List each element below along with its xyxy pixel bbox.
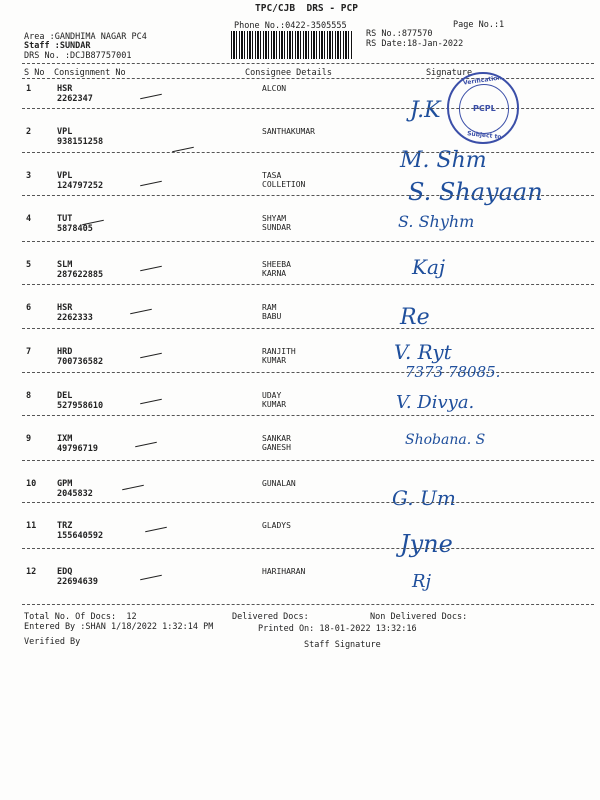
row-serial: 8 bbox=[26, 391, 32, 401]
stamp-center-text: PCPL bbox=[473, 104, 496, 113]
divider bbox=[22, 328, 594, 329]
row-consignment: GPM 2045832 bbox=[57, 479, 93, 499]
barcode bbox=[231, 31, 353, 59]
non-delivered-docs: Non Delivered Docs: bbox=[370, 612, 468, 622]
row-consignee: SHYAM SUNDAR bbox=[262, 214, 291, 232]
divider bbox=[22, 195, 594, 196]
check-mark bbox=[140, 181, 162, 187]
divider bbox=[22, 284, 594, 285]
row-consignee: SHEEBA KARNA bbox=[262, 260, 291, 278]
divider bbox=[22, 241, 594, 242]
row-serial: 2 bbox=[26, 127, 32, 137]
check-mark bbox=[140, 575, 162, 581]
row-consignee: RANJITH KUMAR bbox=[262, 347, 296, 365]
staff-label: Staff :SUNDAR bbox=[24, 41, 91, 51]
check-mark bbox=[140, 353, 162, 359]
row-consignment: IXM 49796719 bbox=[57, 434, 98, 454]
delivered-docs: Delivered Docs: bbox=[232, 612, 309, 622]
row-consignment: HRD 700736582 bbox=[57, 347, 104, 367]
check-mark bbox=[140, 94, 162, 100]
row-consignee: GUNALAN bbox=[262, 479, 296, 488]
handwritten-signature: S. Shayaan bbox=[408, 178, 543, 206]
rs-date: RS Date:18-Jan-2022 bbox=[366, 39, 464, 49]
printed-on: Printed On: 18-01-2022 13:32:16 bbox=[258, 624, 417, 634]
row-serial: 1 bbox=[26, 84, 32, 94]
row-serial: 5 bbox=[26, 260, 32, 270]
rs-number: RS No.:877570 bbox=[366, 29, 433, 39]
divider bbox=[22, 78, 594, 79]
row-consignee: SANTHAKUMAR bbox=[262, 127, 315, 136]
row-consignment: DEL 527958610 bbox=[57, 391, 104, 411]
verified-by: Verified By bbox=[24, 637, 81, 647]
check-mark bbox=[135, 442, 157, 448]
stamp-bottom-text: Subject to bbox=[466, 130, 502, 141]
row-serial: 10 bbox=[26, 479, 37, 489]
handwritten-signature: Shobana. S bbox=[405, 432, 486, 448]
row-consignee: SANKAR GANESH bbox=[262, 434, 291, 452]
check-mark bbox=[140, 399, 162, 405]
row-consignment: TRZ 155640592 bbox=[57, 521, 104, 541]
divider bbox=[22, 63, 594, 64]
row-serial: 3 bbox=[26, 171, 32, 181]
divider bbox=[22, 152, 594, 153]
row-serial: 6 bbox=[26, 303, 32, 313]
row-consignee: ALCON bbox=[262, 84, 287, 93]
divider bbox=[22, 415, 594, 416]
check-mark bbox=[122, 485, 144, 491]
row-consignment: HSR 2262333 bbox=[57, 303, 93, 323]
divider bbox=[22, 372, 594, 373]
handwritten-signature: V. Ryt bbox=[394, 340, 452, 364]
row-consignment: EDQ 22694639 bbox=[57, 567, 98, 587]
check-mark bbox=[130, 309, 152, 315]
row-consignment: VPL 938151258 bbox=[57, 127, 104, 147]
total-docs: Total No. Of Docs: 12 bbox=[24, 612, 137, 622]
divider bbox=[22, 460, 594, 461]
column-sno: S No bbox=[24, 68, 45, 78]
row-consignee: HARIHARAN bbox=[262, 567, 306, 576]
row-consignment: SLM 287622885 bbox=[57, 260, 104, 280]
handwritten-signature: Rj bbox=[412, 571, 432, 592]
handwritten-signature: V. Divya. bbox=[396, 392, 475, 413]
divider bbox=[22, 502, 594, 503]
row-consignee: UDAY KUMAR bbox=[262, 391, 287, 409]
handwritten-signature: Kaj bbox=[412, 255, 446, 279]
row-consignee: GLADYS bbox=[262, 521, 291, 530]
row-serial: 9 bbox=[26, 434, 32, 444]
row-serial: 11 bbox=[26, 521, 37, 531]
row-consignment: VPL 124797252 bbox=[57, 171, 104, 191]
divider bbox=[22, 548, 594, 549]
handwritten-signature: M. Shm bbox=[400, 148, 487, 173]
column-signature: Signature bbox=[426, 68, 473, 78]
check-mark bbox=[140, 266, 162, 272]
stamp-top-text: Verification bbox=[462, 74, 503, 87]
handwritten-signature: J.K bbox=[410, 98, 441, 123]
staff-signature: Staff Signature bbox=[304, 640, 381, 650]
row-serial: 4 bbox=[26, 214, 32, 224]
entered-by: Entered By :SHAN 1/18/2022 1:32:14 PM bbox=[24, 622, 214, 632]
divider bbox=[22, 604, 594, 605]
handwritten-signature: Re bbox=[400, 305, 430, 330]
document-title: TPC/CJB DRS - PCP bbox=[255, 3, 358, 14]
row-serial: 7 bbox=[26, 347, 32, 357]
row-serial: 12 bbox=[26, 567, 37, 577]
page-number: Page No.:1 bbox=[453, 20, 505, 30]
drs-number: DRS No. :DCJB87757001 bbox=[24, 51, 132, 61]
verification-stamp bbox=[447, 72, 519, 144]
handwritten-signature: G. Um bbox=[392, 486, 456, 510]
handwritten-signature: Jyne bbox=[400, 530, 453, 558]
row-consignment: TUT 5878405 bbox=[57, 214, 93, 234]
check-mark bbox=[145, 527, 167, 533]
column-consignee: Consignee Details bbox=[245, 68, 332, 78]
row-consignment: HSR 2262347 bbox=[57, 84, 93, 104]
row-consignee: TASA COLLETION bbox=[262, 171, 306, 189]
handwritten-phone: 7373 78085. bbox=[405, 363, 501, 381]
area-label: Area :GANDHIMA NAGAR PC4 bbox=[24, 32, 147, 42]
handwritten-signature: S. Shyhm bbox=[398, 212, 475, 231]
column-consignment: Consignment No bbox=[54, 68, 126, 78]
phone-number: Phone No.:0422-3505555 bbox=[234, 21, 347, 31]
row-consignee: RAM BABU bbox=[262, 303, 282, 321]
